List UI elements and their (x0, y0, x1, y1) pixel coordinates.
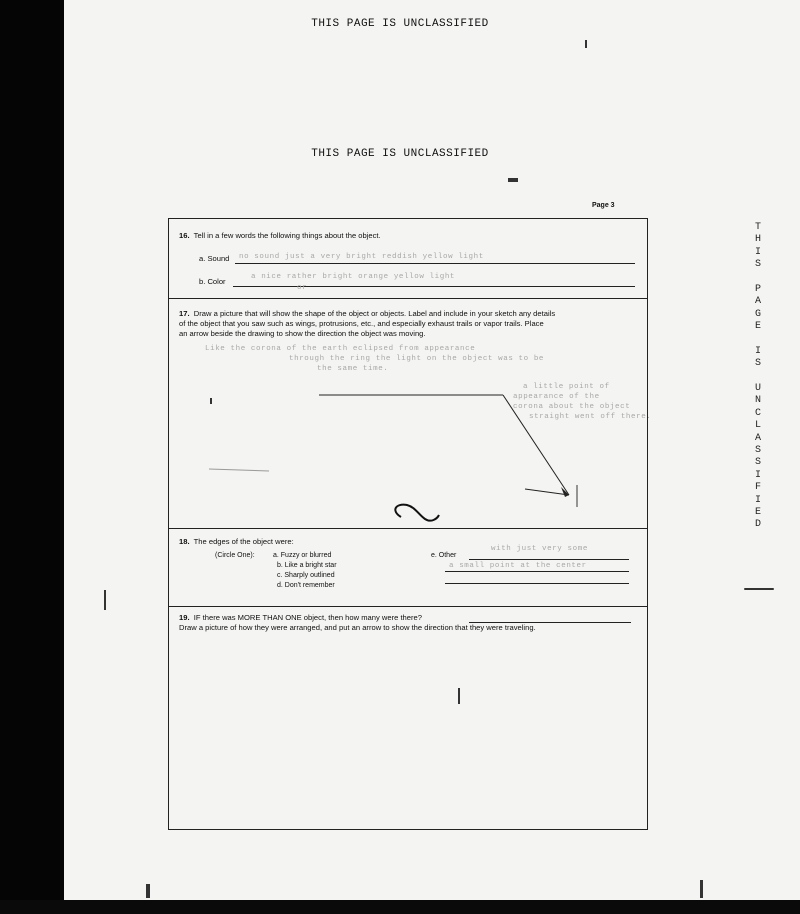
q19-prompt-line1: IF there was MORE THAN ONE object, then how many were there? (193, 613, 422, 622)
q17-typed-line3: the same time. (317, 365, 389, 373)
section-17 (169, 299, 652, 529)
q18-prompt-text: The edges of the object were: (193, 537, 294, 546)
q16-color-label: b. Color (199, 277, 226, 286)
scan-speck (585, 40, 587, 48)
scan-speck (210, 398, 212, 404)
q17-sketch (169, 299, 652, 529)
side-stamp-letter: I (754, 246, 761, 258)
q17-typed-note4: straight went off there. (529, 413, 652, 421)
side-stamp-letter: H (754, 234, 761, 246)
scan-speck (700, 880, 703, 898)
report-form (168, 218, 652, 830)
side-stamp-letter: S (754, 457, 761, 469)
scan-speck (458, 688, 460, 704)
scan-edge-bottom (0, 900, 800, 914)
side-stamp-letter: S (754, 259, 761, 271)
side-stamp-letter: P (754, 283, 761, 295)
scan-edge-left (0, 0, 64, 914)
q18-other-line-2 (445, 571, 629, 572)
side-stamp-letter: D (754, 519, 761, 531)
scan-speck (508, 178, 518, 182)
side-stamp-letter: N (754, 395, 761, 407)
q17-prompt-line3: an arrow beside the drawing to show the direction the object was moving. (179, 329, 426, 338)
q16-prompt-text: Tell in a few words the following things about the object. (193, 231, 381, 240)
side-stamp-letter: S (754, 358, 761, 370)
q17-typed-line1: Like the corona of the earth eclipsed from appearance (205, 345, 476, 353)
page-number: Page 3 (592, 202, 615, 209)
q18-other-value-1: with just very some (491, 545, 588, 553)
q17-typed-note3: corona about the object (513, 403, 631, 411)
q19-prompt-line2: Draw a picture of how they were arranged, and put an arrow to show the direction that they were traveling. (179, 623, 536, 632)
side-stamp-letter: E (754, 321, 761, 333)
side-stamp-letter: G (754, 308, 761, 320)
side-stamp-letter: L (754, 420, 761, 432)
classification-banner-middle: THIS PAGE IS UNCLASSIFIED (311, 148, 489, 160)
side-stamp-letter: S (754, 445, 761, 457)
side-stamp-letter (747, 371, 769, 383)
side-stamp-letter: I (754, 494, 761, 506)
scan-speck (104, 590, 106, 610)
classification-side-stamp (747, 222, 769, 532)
side-stamp-letter: E (754, 506, 761, 518)
sketch-squiggle (395, 505, 439, 521)
q16-color-value-2: or (297, 284, 308, 292)
q18-option-a: a. Fuzzy or blurred (273, 552, 332, 559)
q18-circle-one: (Circle One): (215, 552, 255, 559)
section-18 (169, 529, 647, 607)
q16-number: 16. (179, 231, 190, 240)
q17-typed-note2: appearance of the (513, 393, 600, 401)
q19-prompt (179, 613, 639, 633)
q18-option-d: d. Don't remember (277, 582, 335, 589)
side-stamp-letter: I (754, 345, 761, 357)
side-stamp-letter: A (754, 296, 761, 308)
side-stamp-letter: A (754, 432, 761, 444)
q17-typed-line2: through the ring the light on the object was to be (289, 355, 545, 363)
section-16 (169, 219, 647, 299)
q19-number: 19. (179, 613, 190, 622)
q17-typed-note1: a little point of (523, 383, 610, 391)
q17-prompt-line2: of the object that you saw such as wings, protrusions, etc., and especially exhaust trails or vapor trails. Place (179, 319, 544, 328)
q18-other-line-1 (469, 559, 629, 560)
side-stamp-letter: F (754, 482, 761, 494)
sketch-faint-mark (209, 469, 269, 471)
q18-option-b: b. Like a bright star (277, 562, 337, 569)
q17-number: 17. (179, 309, 190, 318)
side-stamp-letter: U (754, 383, 761, 395)
side-stamp-letter (747, 272, 769, 284)
q16-prompt (179, 231, 381, 241)
scan-speck (744, 588, 774, 590)
side-stamp-letter: I (754, 469, 761, 481)
side-stamp-letter: T (754, 222, 761, 233)
q18-other-line-3 (445, 583, 629, 584)
q16-sound-value: no sound just a very bright reddish yellow light (239, 253, 484, 261)
scan-speck (146, 884, 150, 898)
q18-prompt (179, 537, 294, 547)
section-19 (169, 607, 647, 829)
sketch-diagonal-line (503, 395, 569, 495)
q18-other-label: e. Other (431, 552, 457, 559)
q19-count-line (469, 622, 631, 623)
q16-color-value: a nice rather bright orange yellow light (251, 273, 456, 281)
q16-sound-label: a. Sound (199, 254, 230, 263)
side-stamp-letter (747, 334, 769, 346)
classification-banner-top: THIS PAGE IS UNCLASSIFIED (311, 18, 489, 30)
q16-sound-line (235, 263, 635, 264)
q16-color-line (233, 286, 635, 287)
q18-number: 18. (179, 537, 190, 546)
side-stamp-letter: C (754, 407, 761, 419)
q18-option-c: c. Sharply outlined (277, 572, 335, 579)
q18-other-value-2: a small point at the center (449, 562, 587, 570)
q17-prompt-line1: Draw a picture that will show the shape of the object or objects. Label and include in your sketch any details (193, 309, 556, 318)
